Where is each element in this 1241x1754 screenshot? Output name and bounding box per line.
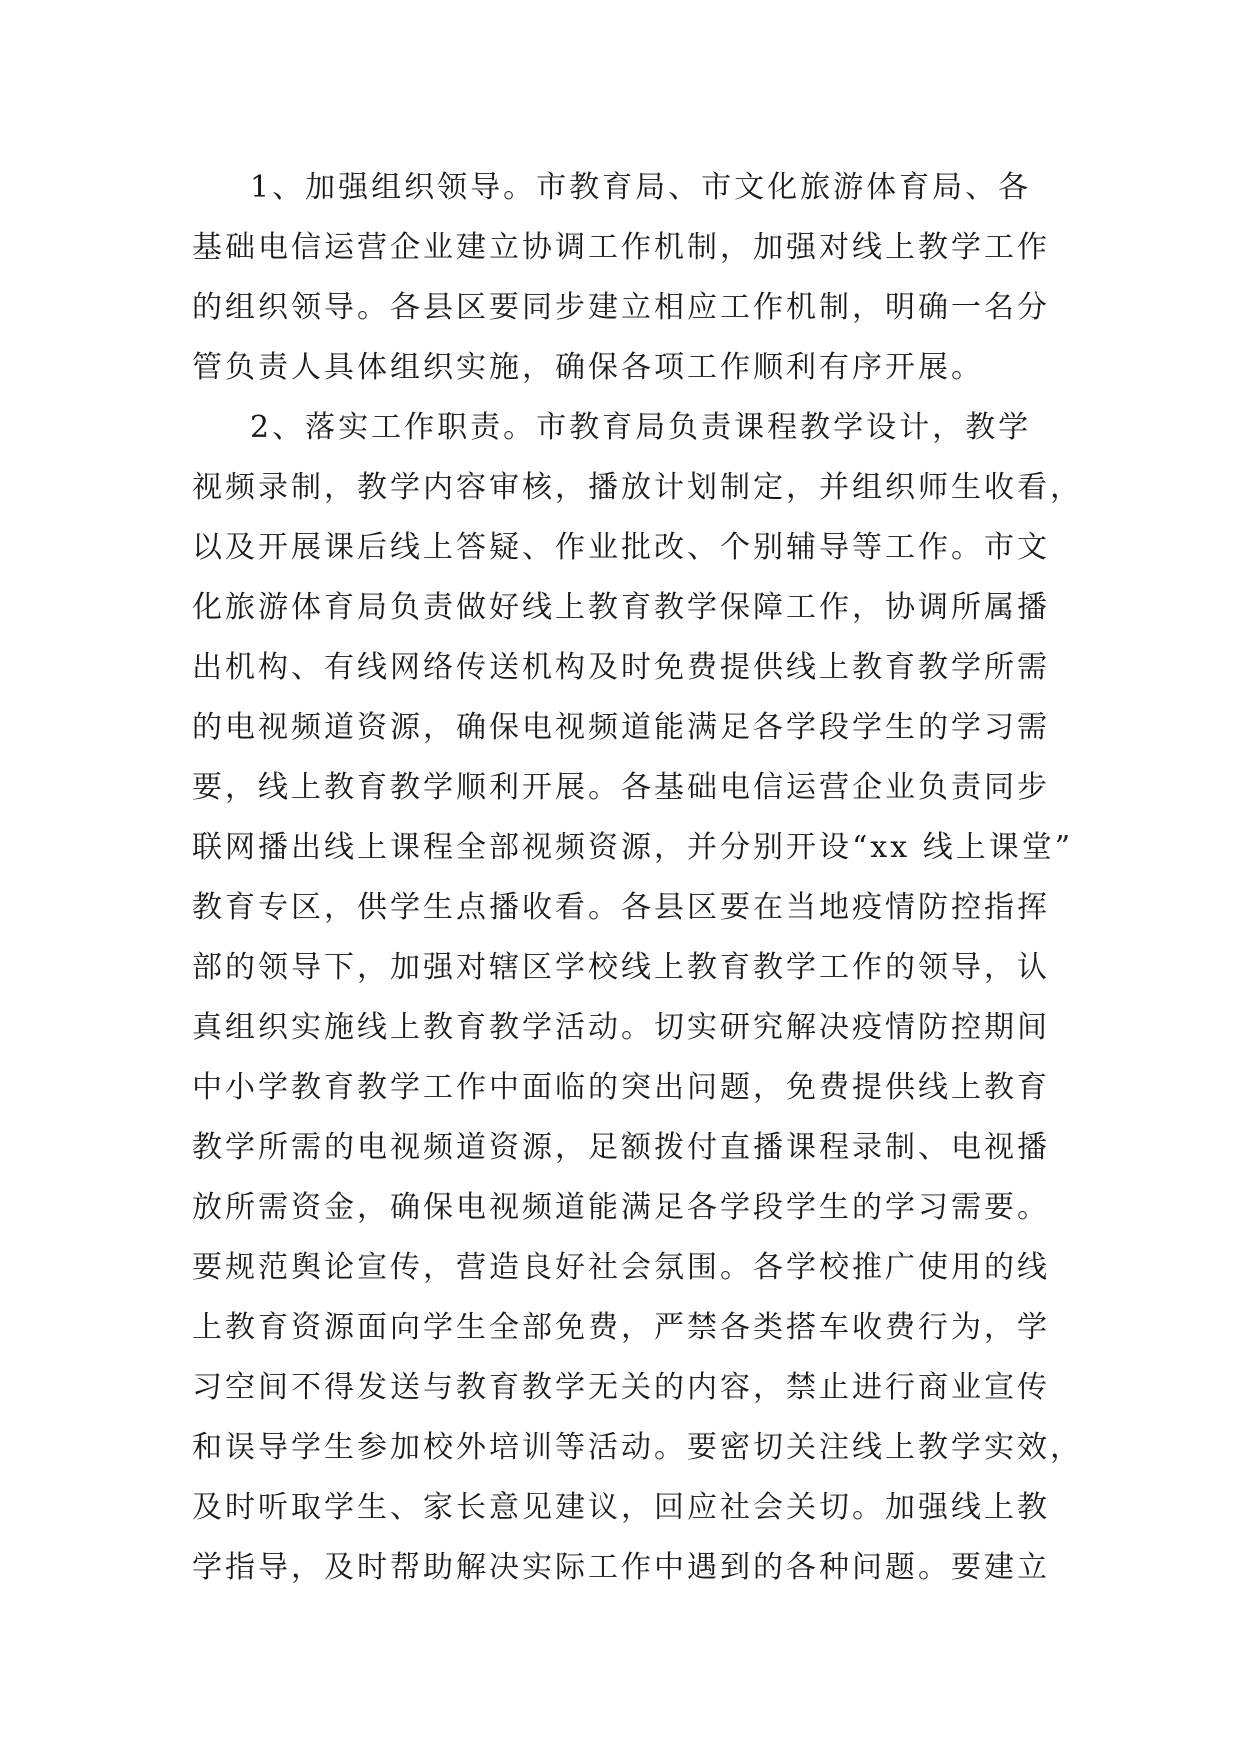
paragraph-2-line: 学指导，及时帮助解决实际工作中遇到的各种问题。要建立 <box>192 1550 1050 1585</box>
paragraph-2-line: 部的领导下，加强对辖区学校线上教育教学工作的领导，认 <box>192 950 1050 985</box>
document-body <box>192 158 1083 1598</box>
paragraph-2-line: 化旅游体育局负责做好线上教育教学保障工作，协调所属播 <box>192 590 1050 625</box>
paragraph-2-line: 联网播出线上课程全部视频资源，并分别开设“xx 线上课堂” <box>192 830 1074 865</box>
paragraph-2-line: 上教育资源面向学生全部免费，严禁各类搭车收费行为，学 <box>192 1310 1050 1345</box>
paragraph-2-line: 2、落实工作职责。市教育局负责课程教学设计，教学 <box>250 410 1032 445</box>
paragraph-2-line: 要，线上教育教学顺利开展。各基础电信运营企业负责同步 <box>192 770 1050 805</box>
paragraph-2-line: 的电视频道资源，确保电视频道能满足各学段学生的学习需 <box>192 710 1050 745</box>
paragraph-2-line: 以及开展课后线上答疑、作业批改、个别辅导等工作。市文 <box>192 530 1050 565</box>
paragraph-1-line: 管负责人具体组织实施，确保各项工作顺利有序开展。 <box>192 350 984 385</box>
paragraph-2-line: 和误导学生参加校外培训等活动。要密切关注线上教学实效， <box>192 1430 1083 1465</box>
paragraph-2-line: 要规范舆论宣传，营造良好社会氛围。各学校推广使用的线 <box>192 1250 1050 1285</box>
paragraph-2-line: 教育专区，供学生点播收看。各县区要在当地疫情防控指挥 <box>192 890 1050 925</box>
paragraph-2-line: 出机构、有线网络传送机构及时免费提供线上教育教学所需 <box>192 650 1050 685</box>
paragraph-2-line: 真组织实施线上教育教学活动。切实研究解决疫情防控期间 <box>192 1010 1050 1045</box>
paragraph-1-line: 1、加强组织领导。市教育局、市文化旅游体育局、各 <box>250 170 1032 205</box>
paragraph-2-line: 视频录制，教学内容审核，播放计划制定，并组织师生收看， <box>192 470 1083 505</box>
paragraph-2-line: 教学所需的电视频道资源，足额拨付直播课程录制、电视播 <box>192 1130 1050 1165</box>
paragraph-2-line: 放所需资金，确保电视频道能满足各学段学生的学习需要。 <box>192 1190 1050 1225</box>
paragraph-1-line: 的组织领导。各县区要同步建立相应工作机制，明确一名分 <box>192 290 1050 325</box>
paragraph-2-line: 习空间不得发送与教育教学无关的内容，禁止进行商业宣传 <box>192 1370 1050 1405</box>
paragraph-2-line: 中小学教育教学工作中面临的突出问题，免费提供线上教育 <box>192 1070 1050 1105</box>
paragraph-1-line: 基础电信运营企业建立协调工作机制，加强对线上教学工作 <box>192 230 1050 265</box>
paragraph-2-line: 及时听取学生、家长意见建议，回应社会关切。加强线上教 <box>192 1490 1050 1525</box>
